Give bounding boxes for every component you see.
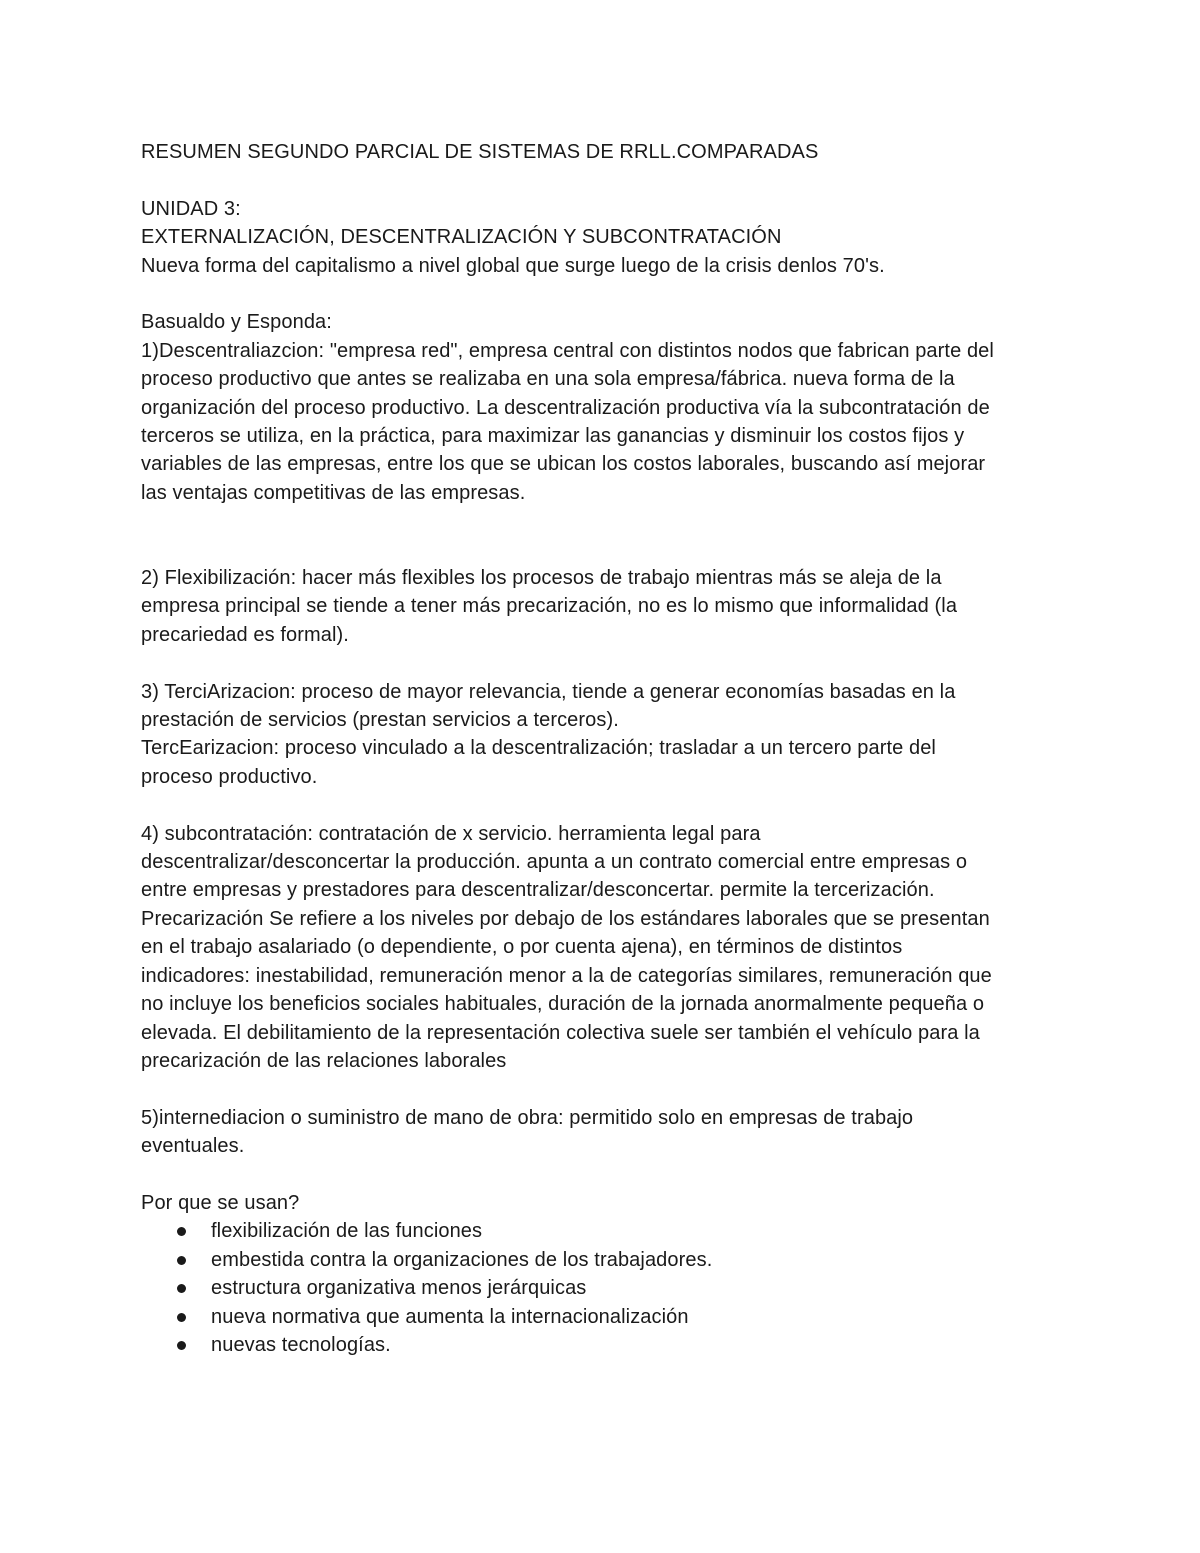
bullet-icon xyxy=(177,1341,186,1350)
paragraph-line: Precarización Se refiere a los niveles por debajo de los estándares laborales que se presentan xyxy=(141,907,990,930)
paragraph-line: indicadores: inestabilidad, remuneración menor a la de categorías similares, remuneración que xyxy=(141,964,992,987)
paragraph-line: variables de las empresas, entre los que se ubican los costos laborales, buscando así mejorar xyxy=(141,453,986,476)
paragraph-line: no incluye los beneficios sociales habituales, duración de la jornada anormalmente pequeña o xyxy=(141,993,985,1016)
list-item xyxy=(141,1274,1071,1302)
paragraph-line: terceros se utiliza, en la práctica, para maximizar las ganancias y disminuir los costos fijos y xyxy=(141,425,965,448)
paragraph-line: descentralizar/desconcertar la producción. apunta a un contrato comercial entre empresas o xyxy=(141,851,968,874)
list-item-text: flexibilización de las funciones xyxy=(211,1220,483,1243)
spacer xyxy=(141,1075,1071,1103)
intro-paragraph: Nueva forma del capitalismo a nivel global que surge luego de la crisis denlos 70's. xyxy=(141,254,885,277)
paragraph-line: organización del proceso productivo. La descentralización productiva vía la subcontratación de xyxy=(141,396,990,419)
paragraph-line: TercEarizacion: proceso vinculado a la descentralización; trasladar a un tercero parte del xyxy=(141,737,936,760)
spacer xyxy=(141,1161,1071,1189)
list-item xyxy=(141,1331,1071,1359)
reasons-list xyxy=(141,1217,1071,1359)
unit-heading: UNIDAD 3: xyxy=(141,197,241,220)
list-item xyxy=(141,1246,1071,1274)
spacer xyxy=(141,791,1071,819)
bullet-icon xyxy=(177,1256,186,1265)
section-subcontratacion xyxy=(141,820,1071,1076)
bullet-icon xyxy=(177,1284,186,1293)
list-item-text: nuevas tecnologías. xyxy=(211,1333,391,1356)
paragraph-line: empresa principal se tiende a tener más precarización, no es lo mismo que informalidad (la xyxy=(141,595,958,618)
spacer xyxy=(141,166,1071,194)
paragraph-line: prestación de servicios (prestan servicios a terceros). xyxy=(141,709,619,732)
list-item xyxy=(141,1217,1071,1245)
paragraph-line: 1)Descentraliazcion: "empresa red", empresa central con distintos nodos que fabrican parte del xyxy=(141,339,994,362)
paragraph-line: proceso productivo. xyxy=(141,765,318,788)
document-page xyxy=(141,138,1071,1359)
paragraph-line: precarización de las relaciones laborales xyxy=(141,1049,507,1072)
list-item-text: embestida contra la organizaciones de los trabajadores. xyxy=(211,1248,713,1271)
spacer xyxy=(141,649,1071,677)
section-terciarizacion xyxy=(141,678,1071,792)
list-item-text: estructura organizativa menos jerárquicas xyxy=(211,1277,587,1300)
authors-heading: Basualdo y Esponda: xyxy=(141,311,332,334)
paragraph-line: 2) Flexibilización: hacer más flexibles los procesos de trabajo mientras más se aleja de la xyxy=(141,567,942,590)
paragraph-line: 5)internediacion o suministro de mano de obra: permitido solo en empresas de trabajo xyxy=(141,1106,914,1129)
bullet-icon xyxy=(177,1227,186,1236)
section-flexibilizacion xyxy=(141,564,1071,649)
paragraph-line: precariedad es formal). xyxy=(141,623,349,646)
paragraph-line: proceso productivo que antes se realizaba en una sola empresa/fábrica. nueva forma de la xyxy=(141,368,955,391)
list-item-text: nueva normativa que aumenta la internacionalización xyxy=(211,1305,689,1328)
spacer xyxy=(141,507,1071,564)
section-intermediacion xyxy=(141,1104,1071,1161)
paragraph-line: 3) TerciArizacion: proceso de mayor relevancia, tiende a generar economías basadas en la xyxy=(141,680,956,703)
list-item xyxy=(141,1303,1071,1331)
section-descentralizacion xyxy=(141,337,1071,507)
document-title: RESUMEN SEGUNDO PARCIAL DE SISTEMAS DE RRLL.COMPARADAS xyxy=(141,141,819,163)
paragraph-line: las ventajas competitivas de las empresas. xyxy=(141,481,526,504)
paragraph-line: elevada. El debilitamiento de la representación colectiva suele ser también el vehículo para la xyxy=(141,1021,980,1044)
paragraph-line: 4) subcontratación: contratación de x servicio. herramienta legal para xyxy=(141,822,761,845)
unit-title: EXTERNALIZACIÓN, DESCENTRALIZACIÓN Y SUBCONTRATACIÓN xyxy=(141,226,782,249)
paragraph-line: en el trabajo asalariado (o dependiente, o por cuenta ajena), en términos de distintos xyxy=(141,936,903,959)
question-heading: Por que se usan? xyxy=(141,1191,300,1214)
paragraph-line: eventuales. xyxy=(141,1135,245,1158)
bullet-icon xyxy=(177,1313,186,1322)
paragraph-line: entre empresas y prestadores para descentralizar/desconcertar. permite la tercerización. xyxy=(141,879,935,902)
spacer xyxy=(141,280,1071,308)
